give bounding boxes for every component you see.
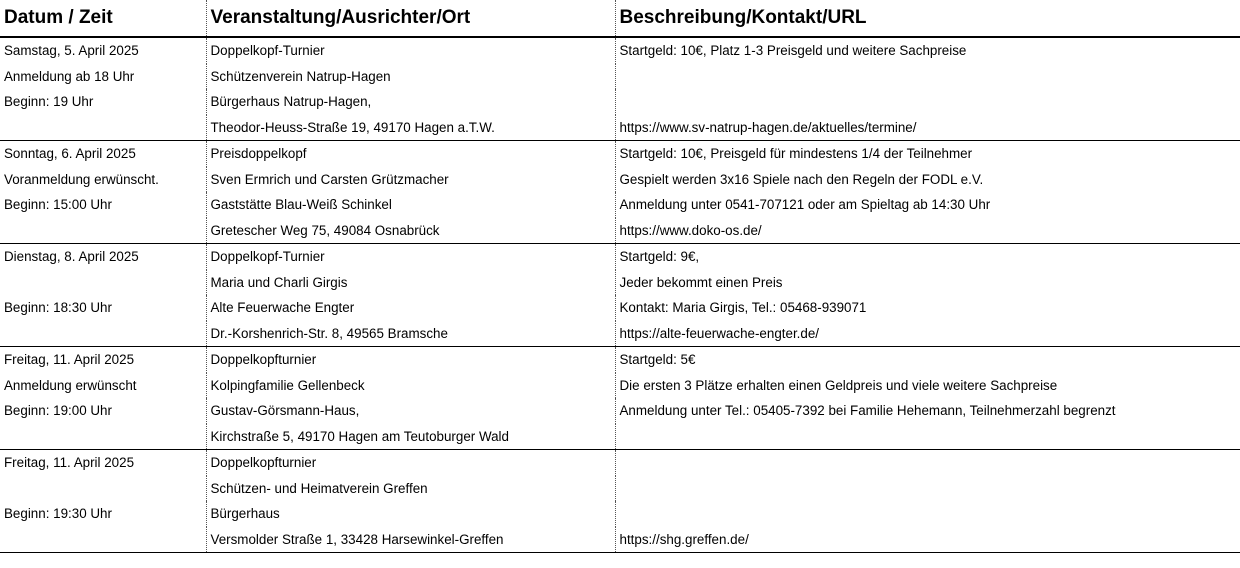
- header-description-contact-url: Beschreibung/Kontakt/URL: [615, 0, 1240, 37]
- event-description-cell: Jeder bekommt einen Preis: [615, 270, 1240, 296]
- event-description-cell: Die ersten 3 Plätze erhalten einen Geldpreis und viele weitere Sachpreise: [615, 373, 1240, 399]
- event-description-cell: [615, 424, 1240, 450]
- event-date-cell: Freitag, 11. April 2025: [4, 455, 135, 471]
- table-row: [0, 37, 1240, 64]
- event-info-cell: Doppelkopf-Turnier: [206, 244, 615, 270]
- event-description-cell: [615, 476, 1240, 502]
- event-info-cell: Maria und Charli Girgis: [206, 270, 615, 296]
- event-date-cell: [0, 424, 206, 450]
- event-info-cell: Doppelkopfturnier: [206, 347, 615, 373]
- event-description-cell: [615, 450, 1240, 476]
- event-description-cell: [615, 89, 1240, 115]
- event-info-cell: Gretescher Weg 75, 49084 Osnabrück: [206, 218, 615, 244]
- event-date-cell: Anmeldung erwünscht: [4, 377, 137, 393]
- table-row: [0, 373, 1240, 399]
- event-date-cell: [0, 115, 206, 141]
- event-description-cell: Startgeld: 10€, Preisgeld für mindestens 1/4 der Teilnehmer: [615, 141, 1240, 167]
- table-row: [0, 167, 1240, 193]
- event-date-cell: Sonntag, 6. April 2025: [4, 146, 136, 162]
- event-date-cell: [0, 527, 206, 553]
- event-date-cell: Beginn: 19:00 Uhr: [4, 403, 112, 419]
- event-description-cell: [615, 64, 1240, 90]
- event-date-cell: Anmeldung ab 18 Uhr: [4, 68, 135, 84]
- table-row: [0, 115, 1240, 141]
- event-description-cell: Gespielt werden 3x16 Spiele nach den Regeln der FODL e.V.: [615, 167, 1240, 193]
- event-date-cell: [0, 321, 206, 347]
- header-date-time: Datum / Zeit: [0, 0, 206, 37]
- event-date-cell: Samstag, 5. April 2025: [4, 43, 139, 59]
- event-info-cell: Alte Feuerwache Engter: [206, 295, 615, 321]
- table-row: [0, 244, 1240, 270]
- table-row: [0, 347, 1240, 373]
- event-info-cell: Kolpingfamilie Gellenbeck: [206, 373, 615, 399]
- event-info-cell: Schützen- und Heimatverein Greffen: [206, 476, 615, 502]
- event-date-cell: [0, 218, 206, 244]
- event-description-cell: Kontakt: Maria Girgis, Tel.: 05468-939071: [615, 295, 1240, 321]
- event-info-cell: Kirchstraße 5, 49170 Hagen am Teutoburger Wald: [206, 424, 615, 450]
- event-date-cell: Beginn: 19 Uhr: [4, 94, 94, 110]
- event-info-cell: Doppelkopfturnier: [206, 450, 615, 476]
- event-info-cell: Versmolder Straße 1, 33428 Harsewinkel-Greffen: [206, 527, 615, 553]
- event-description-cell: Anmeldung unter Tel.: 05405-7392 bei Familie Hehemann, Teilnehmerzahl begrenzt: [615, 398, 1240, 424]
- event-description-cell: https://www.sv-natrup-hagen.de/aktuelles/termine/: [615, 115, 1240, 141]
- event-info-cell: Bürgerhaus: [206, 501, 615, 527]
- event-description-cell: Startgeld: 5€: [615, 347, 1240, 373]
- event-info-cell: Preisdoppelkopf: [206, 141, 615, 167]
- table-row: [0, 141, 1240, 167]
- event-info-cell: Doppelkopf-Turnier: [206, 37, 615, 64]
- event-description-cell: Startgeld: 9€,: [615, 244, 1240, 270]
- header-event-organizer-location: Veranstaltung/Ausrichter/Ort: [206, 0, 615, 37]
- table-row: [0, 450, 1240, 476]
- event-date-cell: [0, 270, 206, 296]
- table-row: [0, 295, 1240, 321]
- table-row: [0, 527, 1240, 553]
- table-row: [0, 321, 1240, 347]
- table-row: [0, 501, 1240, 527]
- event-date-cell: Beginn: 19:30 Uhr: [4, 506, 112, 522]
- event-info-cell: Theodor-Heuss-Straße 19, 49170 Hagen a.T.W.: [206, 115, 615, 141]
- event-date-cell: Voranmeldung erwünscht.: [4, 171, 159, 187]
- table-row: [0, 476, 1240, 502]
- event-date-cell: Beginn: 15:00 Uhr: [4, 197, 112, 213]
- table-row: [0, 218, 1240, 244]
- event-description-cell: [615, 501, 1240, 527]
- table-row: [0, 64, 1240, 90]
- event-info-cell: Gustav-Görsmann-Haus,: [206, 398, 615, 424]
- table-row: [0, 398, 1240, 424]
- event-date-cell: Dienstag, 8. April 2025: [4, 249, 139, 265]
- table-row: [0, 89, 1240, 115]
- event-date-cell: Freitag, 11. April 2025: [4, 352, 135, 368]
- event-info-cell: Gaststätte Blau-Weiß Schinkel: [206, 192, 615, 218]
- table-row: [0, 424, 1240, 450]
- event-info-cell: Dr.-Korshenrich-Str. 8, 49565 Bramsche: [206, 321, 615, 347]
- event-info-cell: Schützenverein Natrup-Hagen: [206, 64, 615, 90]
- event-description-cell: https://shg.greffen.de/: [615, 527, 1240, 553]
- event-description-cell: https://alte-feuerwache-engter.de/: [615, 321, 1240, 347]
- event-date-cell: [0, 476, 206, 502]
- event-description-cell: Anmeldung unter 0541-707121 oder am Spieltag ab 14:30 Uhr: [615, 192, 1240, 218]
- table-row: [0, 270, 1240, 296]
- event-description-cell: https://www.doko-os.de/: [615, 218, 1240, 244]
- event-description-cell: Startgeld: 10€, Platz 1-3 Preisgeld und weitere Sachpreise: [615, 37, 1240, 64]
- event-date-cell: Beginn: 18:30 Uhr: [4, 300, 112, 316]
- header-row: [0, 0, 1240, 37]
- event-info-cell: Sven Ermrich und Carsten Grützmacher: [206, 167, 615, 193]
- event-info-cell: Bürgerhaus Natrup-Hagen,: [206, 89, 615, 115]
- table-row: [0, 192, 1240, 218]
